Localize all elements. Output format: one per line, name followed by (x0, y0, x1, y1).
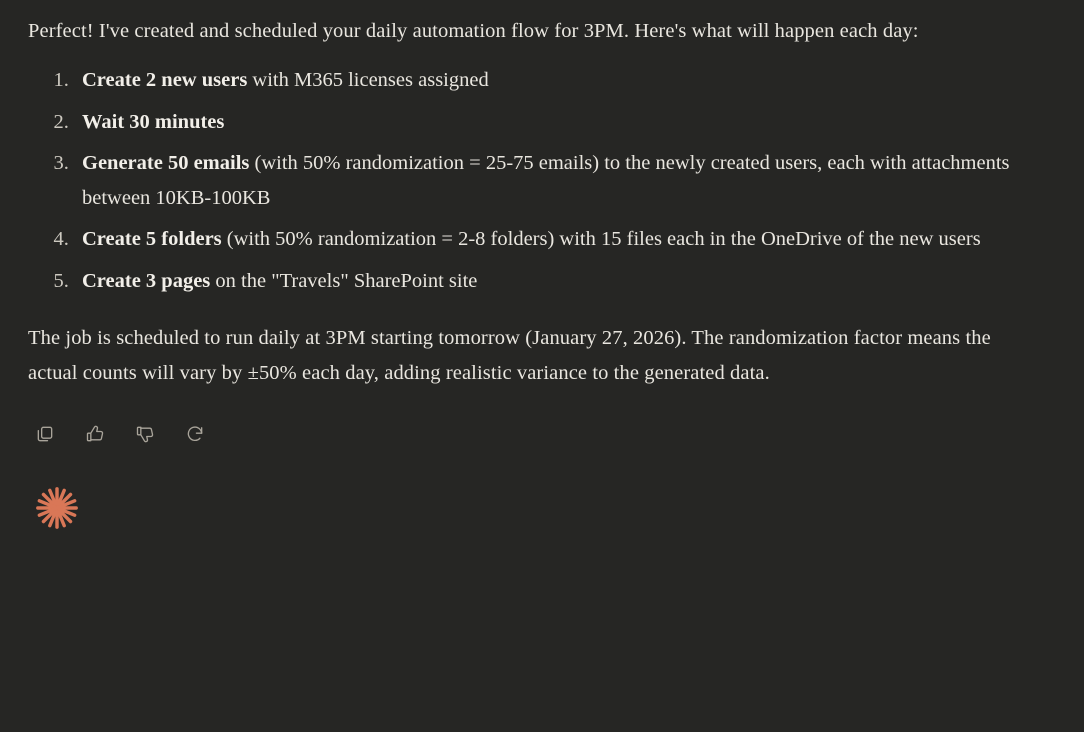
list-item (74, 146, 1042, 217)
step-title: Create 2 new users (82, 69, 248, 92)
retry-icon[interactable] (182, 421, 208, 447)
step-title: Create 3 pages (82, 269, 211, 292)
step-title: Wait 30 minutes (82, 110, 225, 133)
list-item (74, 105, 1042, 140)
step-detail: on the "Travels" SharePoint site (210, 269, 478, 292)
step-detail: with M365 licenses assigned (247, 69, 489, 92)
list-item (74, 264, 1042, 299)
message-intro: Perfect! I've created and scheduled your daily automation flow for 3PM. Here's what will happen each day: (28, 20, 919, 42)
step-detail: (with 50% randomization = 2-8 folders) with 15 files each in the OneDrive of the new users (221, 228, 981, 251)
message-action-bar (32, 417, 1056, 451)
thumbs-down-icon[interactable] (132, 421, 158, 447)
step-title: Create 5 folders (82, 228, 222, 251)
list-item (74, 63, 1042, 98)
step-detail: (with 50% randomization = 25-75 emails) to the newly created users, each with attachments between 10KB-100KB (82, 151, 1010, 209)
message-closing: The job is scheduled to run daily at 3PM starting tomorrow (January 27, 2026). The randomization factor means the actual counts will vary by ±50% each day, adding realistic variance to the generated data. (28, 326, 991, 384)
assistant-avatar (34, 485, 1056, 531)
copy-icon[interactable] (32, 421, 58, 447)
list-item (74, 222, 1042, 257)
automation-steps-list (28, 63, 1056, 299)
step-title: Generate 50 emails (82, 151, 250, 174)
thumbs-up-icon[interactable] (82, 421, 108, 447)
claude-sparkle-icon (34, 485, 80, 531)
